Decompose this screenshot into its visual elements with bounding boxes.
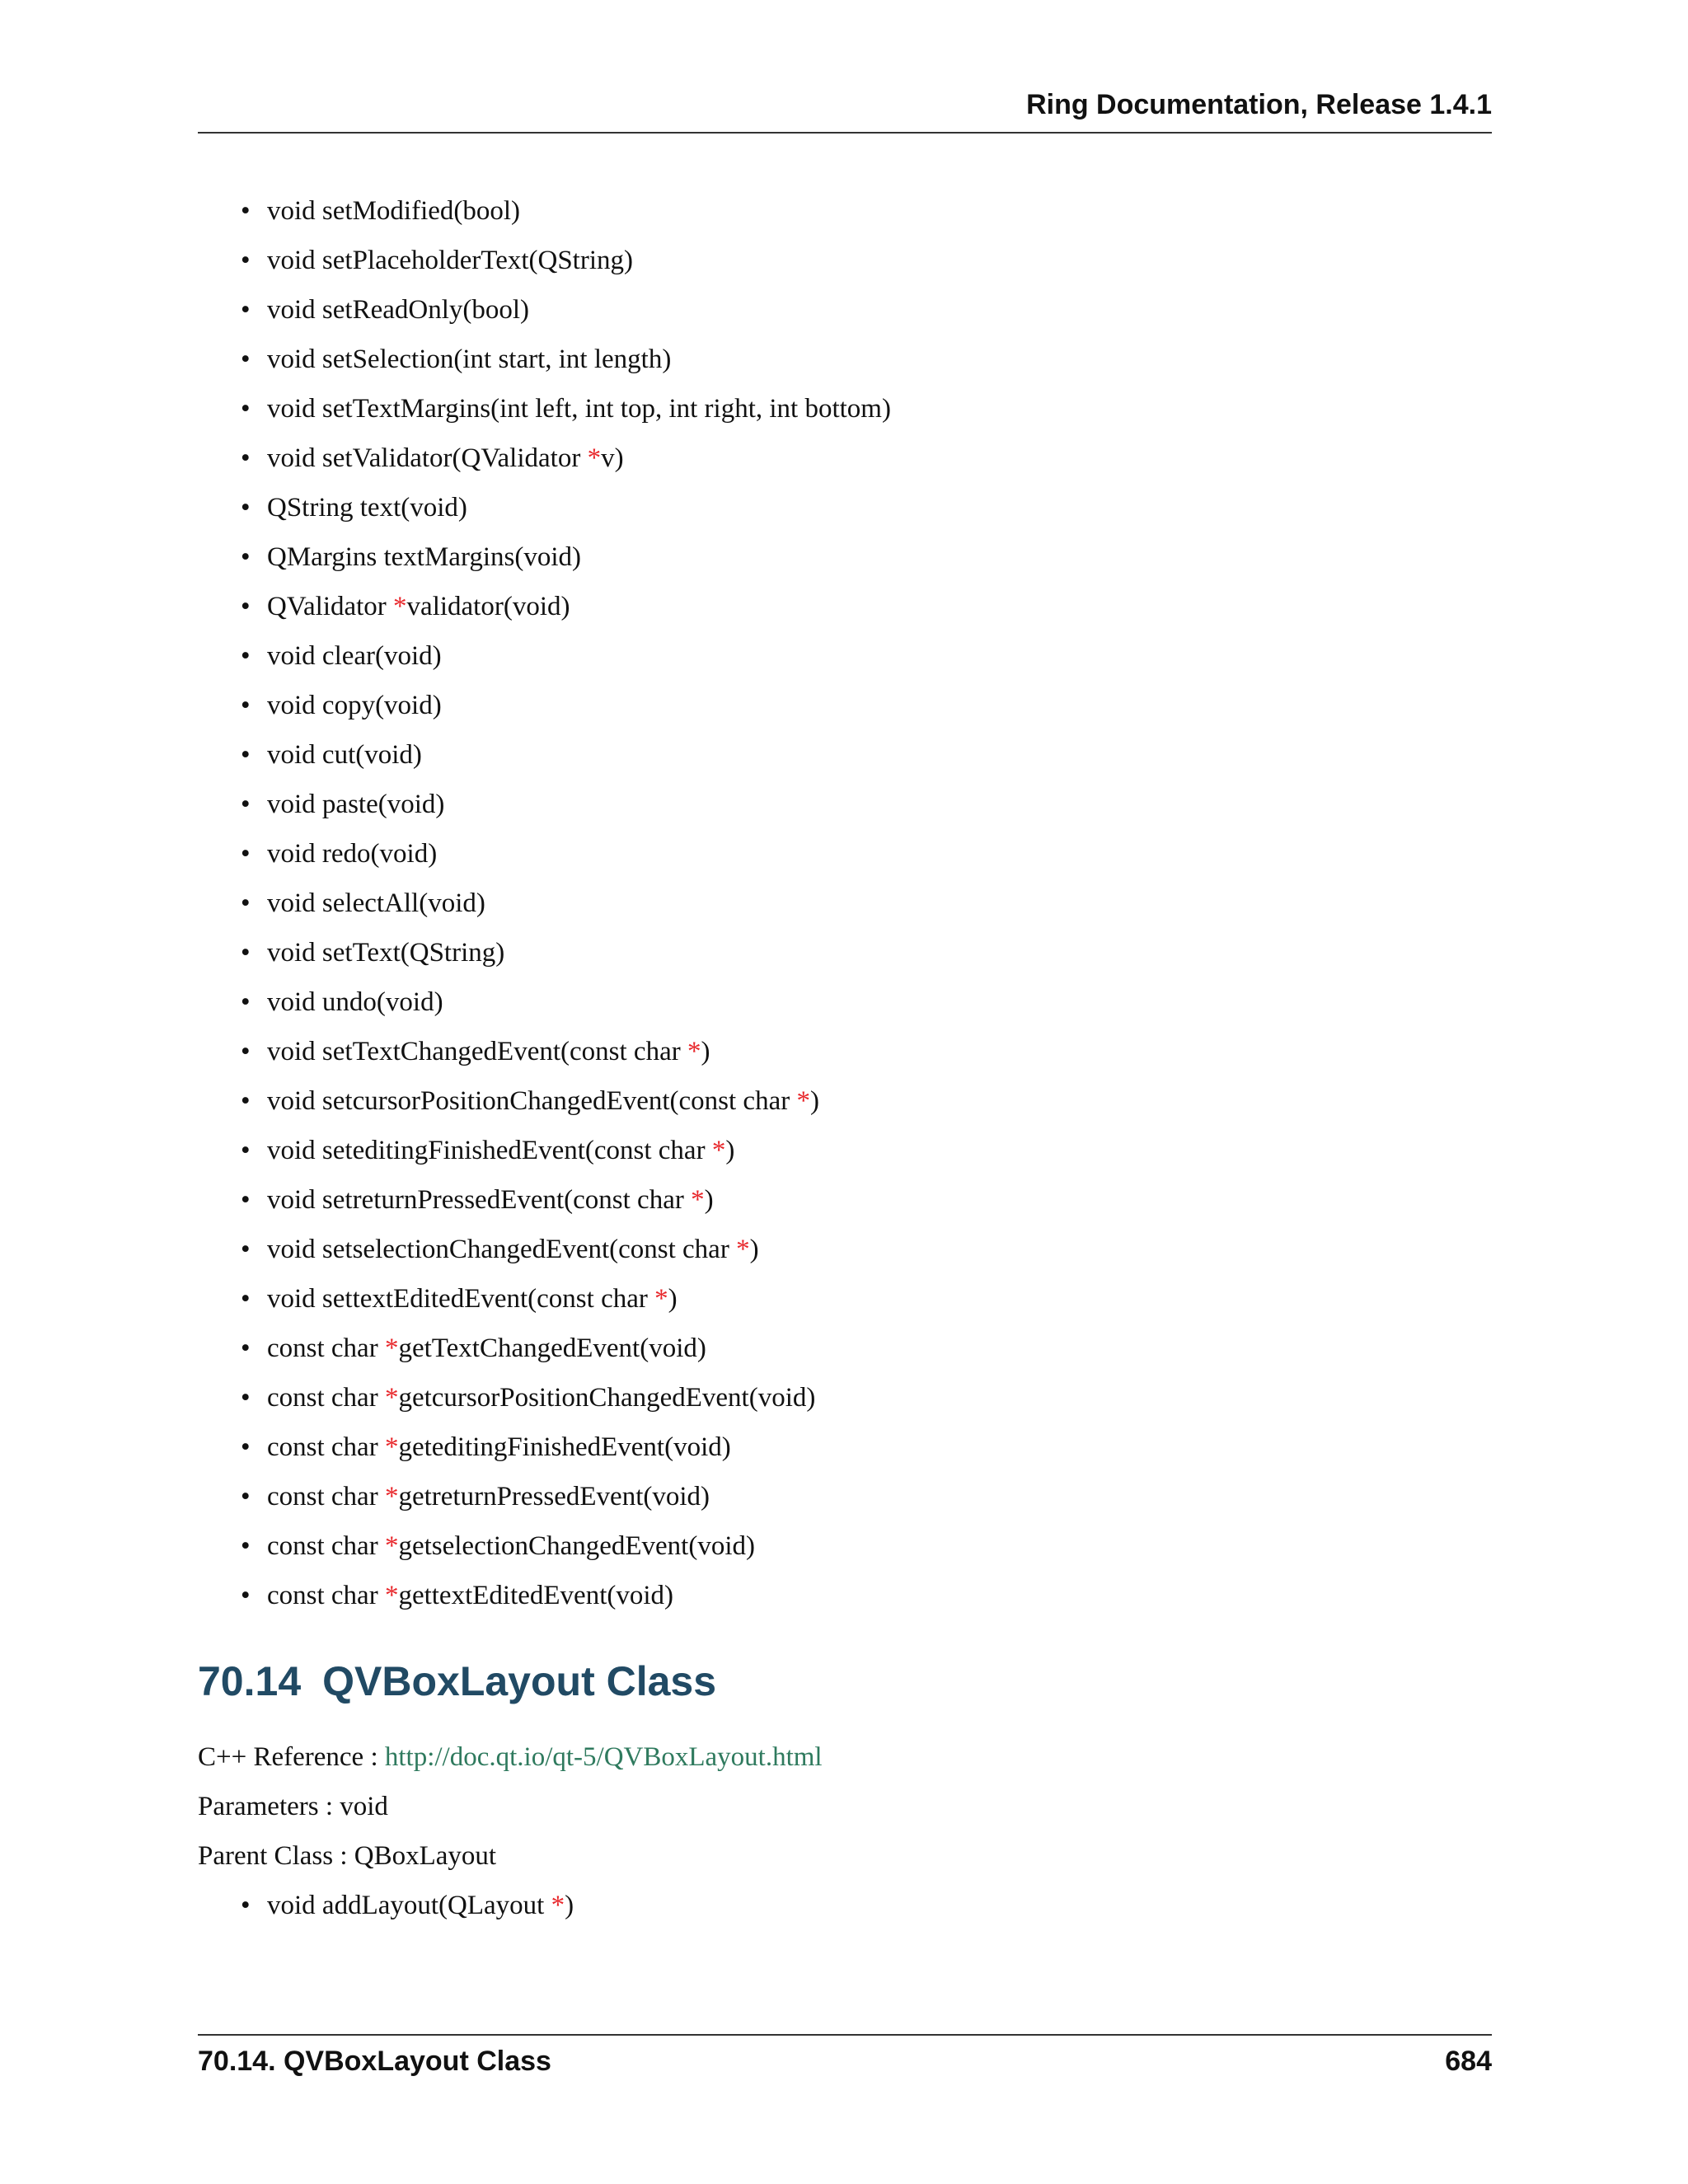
bullet-icon: • xyxy=(241,641,251,671)
document-title: Ring Documentation, Release 1.4.1 xyxy=(1026,89,1492,120)
method-text: const char xyxy=(267,1531,385,1561)
bullet-icon: • xyxy=(241,888,251,918)
bullet-icon: • xyxy=(241,790,251,819)
method-text: void undo(void) xyxy=(267,987,443,1017)
method-item xyxy=(241,689,1492,722)
method-item xyxy=(241,1889,1492,1922)
method-text: void settextEditedEvent(const char xyxy=(267,1284,655,1314)
method-text-suffix: getselectionChangedEvent(void) xyxy=(398,1531,755,1561)
method-item xyxy=(241,244,1492,277)
bullet-icon: • xyxy=(241,1482,251,1511)
parent-class-line: Parent Class : QBoxLayout xyxy=(198,1841,497,1871)
method-item xyxy=(241,1480,1492,1513)
method-list xyxy=(198,194,1492,1612)
bullet-icon: • xyxy=(241,1185,251,1215)
bullet-icon: • xyxy=(241,1037,251,1066)
method-text: void addLayout(QLayout xyxy=(267,1891,551,1920)
method-text: const char xyxy=(267,1432,385,1462)
pointer-asterisk: * xyxy=(384,1482,399,1511)
method-text-suffix: getreturnPressedEvent(void) xyxy=(398,1482,710,1511)
pointer-asterisk: * xyxy=(691,1185,705,1215)
method-item xyxy=(241,293,1492,326)
bullet-icon: • xyxy=(241,542,251,572)
method-text: void copy(void) xyxy=(267,691,442,720)
method-text: const char xyxy=(267,1581,385,1610)
page-content xyxy=(198,194,1492,1938)
method-text: void setText(QString) xyxy=(267,938,505,968)
bullet-icon: • xyxy=(241,1086,251,1116)
parameters-line: Parameters : void xyxy=(198,1792,388,1821)
method-item xyxy=(241,442,1492,475)
method-text-suffix: ) xyxy=(701,1037,710,1066)
bullet-icon: • xyxy=(241,987,251,1017)
method-text: const char xyxy=(267,1333,385,1363)
method-text: void clear(void) xyxy=(267,641,442,671)
method-text: void setPlaceholderText(QString) xyxy=(267,246,634,275)
method-text-suffix: geteditingFinishedEvent(void) xyxy=(398,1432,731,1462)
bullet-icon: • xyxy=(241,246,251,275)
method-text: void paste(void) xyxy=(267,790,445,819)
section-title: QVBoxLayout Class xyxy=(322,1658,717,1704)
pointer-asterisk: * xyxy=(711,1136,726,1165)
method-text: const char xyxy=(267,1482,385,1511)
method-text-suffix: getcursorPositionChangedEvent(void) xyxy=(398,1383,816,1413)
pointer-asterisk: * xyxy=(796,1086,810,1116)
page-number: 684 xyxy=(1445,2046,1492,2077)
pointer-asterisk: * xyxy=(384,1432,399,1462)
method-item xyxy=(241,1431,1492,1464)
bullet-icon: • xyxy=(241,1531,251,1561)
section-number: 70.14 xyxy=(198,1658,302,1704)
footer-section: 70.14. QVBoxLayout Class xyxy=(198,2046,551,2077)
method-item xyxy=(241,640,1492,673)
method-text: void redo(void) xyxy=(267,839,438,869)
pointer-asterisk: * xyxy=(654,1284,668,1314)
cpp-reference-label: C++ Reference : xyxy=(198,1742,385,1772)
method-text-suffix: ) xyxy=(668,1284,678,1314)
bullet-icon: • xyxy=(241,839,251,869)
method-item xyxy=(241,1381,1492,1414)
method-item xyxy=(241,541,1492,574)
method-text: void setTextChangedEvent(const char xyxy=(267,1037,687,1066)
method-text-suffix: ) xyxy=(565,1891,574,1920)
method-item xyxy=(241,986,1492,1019)
method-item xyxy=(241,1035,1492,1068)
pointer-asterisk: * xyxy=(384,1581,399,1610)
method-item xyxy=(241,887,1492,920)
bullet-icon: • xyxy=(241,1383,251,1413)
method-text-suffix: gettextEditedEvent(void) xyxy=(398,1581,674,1610)
pointer-asterisk: * xyxy=(551,1891,565,1920)
method-text: void setValidator(QValidator xyxy=(267,443,588,473)
method-item xyxy=(241,194,1492,227)
pointer-asterisk: * xyxy=(384,1531,399,1561)
method-text: void seteditingFinishedEvent(const char xyxy=(267,1136,712,1165)
bullet-icon: • xyxy=(241,1333,251,1363)
pointer-asterisk: * xyxy=(384,1333,399,1363)
bullet-icon: • xyxy=(241,1136,251,1165)
method-text: void setReadOnly(bool) xyxy=(267,295,530,325)
bullet-icon: • xyxy=(241,295,251,325)
method-item xyxy=(241,1085,1492,1118)
bullet-icon: • xyxy=(241,1432,251,1462)
method-text: void cut(void) xyxy=(267,740,422,770)
cpp-reference-link[interactable]: http://doc.qt.io/qt-5/QVBoxLayout.html xyxy=(384,1742,823,1772)
method-text-suffix: getTextChangedEvent(void) xyxy=(398,1333,706,1363)
pointer-asterisk: * xyxy=(384,1383,399,1413)
method-item xyxy=(241,491,1492,524)
method-text: void selectAll(void) xyxy=(267,888,485,918)
bullet-icon: • xyxy=(241,740,251,770)
method-text: void setModified(bool) xyxy=(267,196,521,226)
method-text-suffix: ) xyxy=(704,1185,714,1215)
method-list xyxy=(198,1889,1492,1922)
pointer-asterisk: * xyxy=(687,1037,701,1066)
method-item xyxy=(241,590,1492,623)
method-item xyxy=(241,343,1492,376)
bullet-icon: • xyxy=(241,938,251,968)
bullet-icon: • xyxy=(241,394,251,424)
method-text: void setreturnPressedEvent(const char xyxy=(267,1185,692,1215)
bullet-icon: • xyxy=(241,344,251,374)
method-text: QString text(void) xyxy=(267,493,467,523)
bullet-icon: • xyxy=(241,1235,251,1264)
method-item xyxy=(241,1282,1492,1315)
method-text-suffix: ) xyxy=(749,1235,759,1264)
cpp-reference xyxy=(198,1741,1492,1774)
bullet-icon: • xyxy=(241,196,251,226)
method-text-suffix: ) xyxy=(725,1136,735,1165)
pointer-asterisk: * xyxy=(587,443,602,473)
page-footer xyxy=(198,2034,1492,2078)
method-item xyxy=(241,1332,1492,1365)
method-text: void setSelection(int start, int length) xyxy=(267,344,672,374)
method-item xyxy=(241,392,1492,425)
method-item xyxy=(241,1579,1492,1612)
method-item xyxy=(241,1530,1492,1563)
section-heading xyxy=(198,1657,1492,1706)
bullet-icon: • xyxy=(241,1284,251,1314)
method-item xyxy=(241,1233,1492,1266)
method-text-suffix: ) xyxy=(809,1086,819,1116)
method-text: QValidator xyxy=(267,592,394,621)
method-item xyxy=(241,788,1492,821)
method-text: const char xyxy=(267,1383,385,1413)
bullet-icon: • xyxy=(241,1891,251,1920)
method-text-suffix: validator(void) xyxy=(406,592,570,621)
method-text: void setTextMargins(int left, int top, int right, int bottom) xyxy=(267,394,891,424)
method-item xyxy=(241,1183,1492,1216)
bullet-icon: • xyxy=(241,592,251,621)
bullet-icon: • xyxy=(241,1581,251,1610)
method-text-suffix: v) xyxy=(601,443,624,473)
method-text: void setcursorPositionChangedEvent(const char xyxy=(267,1086,797,1116)
pointer-asterisk: * xyxy=(736,1235,750,1264)
method-item xyxy=(241,936,1492,969)
method-item xyxy=(241,1134,1492,1167)
method-text: void setselectionChangedEvent(const char xyxy=(267,1235,737,1264)
page-header xyxy=(198,89,1492,134)
pointer-asterisk: * xyxy=(393,592,407,621)
bullet-icon: • xyxy=(241,493,251,523)
bullet-icon: • xyxy=(241,443,251,473)
method-item xyxy=(241,837,1492,870)
method-text: QMargins textMargins(void) xyxy=(267,542,581,572)
method-item xyxy=(241,738,1492,771)
bullet-icon: • xyxy=(241,691,251,720)
